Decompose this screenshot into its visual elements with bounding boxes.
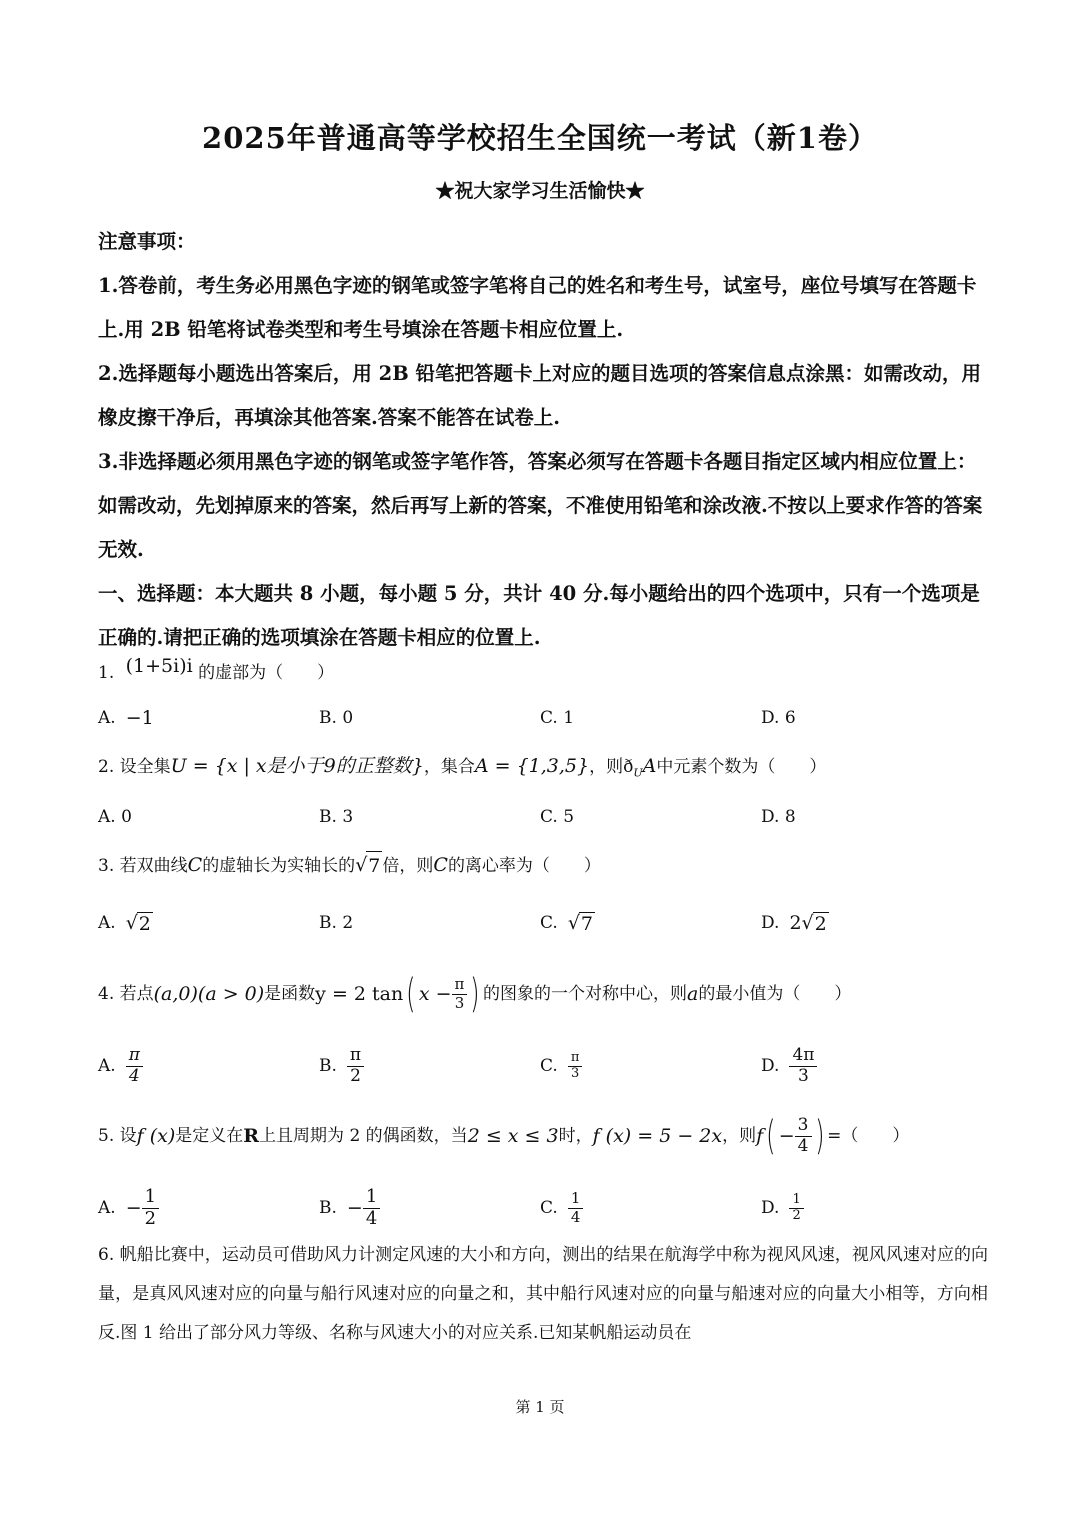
question-number: 2.	[98, 757, 115, 777]
notice-block	[98, 220, 988, 660]
option-a[interactable]: A. √ 2	[98, 911, 151, 935]
question-1	[98, 655, 988, 687]
set-u: U = {x | x是小于9的正整数}	[170, 755, 424, 777]
option-a[interactable]: A. − $\frac{1}{2}$	[98, 1182, 159, 1234]
option-b[interactable]: B. − $\frac{1}{4}$	[319, 1182, 380, 1234]
question-number: 6.	[98, 1245, 115, 1265]
question-1-options	[98, 696, 988, 740]
question-number: 4.	[98, 984, 115, 1004]
section-1-heading: 一、选择题：本大题共 8 小题，每小题 5 分，共计 40 分.每小题给出的四个选项中，只有一个选项是正确的.请把正确的选项填涂在答题卡相应的位置上.	[98, 582, 980, 649]
option-d[interactable]: D. $\frac{4\pi}{3}$	[761, 1040, 817, 1092]
question-3-options	[98, 901, 988, 945]
question-4: 4. 若点 (a,0)(a > 0) 是函数 y = 2 tan ( x − $\frac{\pi}{3}$ ) 的图象的一个对称中心，则 a 的最小值为（ ）	[98, 971, 852, 1017]
option-a[interactable]: A. −1	[98, 707, 154, 729]
option-b[interactable]: B. 2	[319, 913, 354, 933]
option-b[interactable]: B. 0	[319, 708, 354, 728]
option-c[interactable]: C. 5	[540, 807, 575, 827]
option-b[interactable]: B. $\frac{\pi}{2}$	[319, 1040, 364, 1092]
option-c[interactable]: C. 1	[540, 708, 575, 728]
question-5-options	[98, 1182, 988, 1234]
page-footer: 第 1 页	[515, 1398, 565, 1416]
option-a[interactable]: A. 0	[98, 807, 132, 827]
question-2-options	[98, 795, 988, 839]
option-c[interactable]: C. $\frac{1}{4}$	[540, 1182, 583, 1234]
question-4-options	[98, 1040, 988, 1092]
question-6	[98, 1236, 988, 1353]
option-d[interactable]: D. $\frac{1}{2}$	[761, 1182, 804, 1234]
complement-symbol: ð	[623, 757, 634, 777]
option-c[interactable]: C. $\frac{\pi}{3}$	[540, 1040, 582, 1092]
option-d[interactable]: D. 6	[761, 708, 796, 728]
question-text: 的虚部为（ ）	[198, 663, 335, 683]
question-text: 设全集	[119, 757, 171, 777]
option-a[interactable]: A. $\frac{\pi}{4}$	[98, 1040, 143, 1092]
set-a: A = {1,3,5}	[474, 755, 590, 777]
exam-subtitle: ★祝大家学习生活愉快★	[435, 180, 645, 202]
notice-item-1: 1.答卷前，考生务必用黑色字迹的钢笔或签字笔将自己的姓名和考生号，试室号，座位号填写在答题卡上.用 2B 铅笔将试卷类型和考生号填涂在答题卡相应位置上.	[98, 274, 977, 341]
option-c[interactable]: C. √ 7	[540, 911, 594, 935]
sqrt-expression: √ 7	[355, 851, 382, 880]
question-text: 帆船比赛中，运动员可借助风力计测定风速的大小和方向，测出的结果在航海学中称为视风风速，视风风速对应的向量，是真风风速对应的向量与船行风速对应的向量之和，其中船行风速对应的向量与船速对应的向量大小相等，方向相反.图 1 给出了部分风力等级、名称与风速大小的对应关系.已知某帆船运动员在	[98, 1245, 989, 1343]
notice-item-3: 3.非选择题必须用黑色字迹的钢笔或签字笔作答，答案必须写在答题卡各题目指定区域内相应位置上：如需改动，先划掉原来的答案，然后再写上新的答案，不准使用铅笔和涂改液.不按以上要求作答的答案无效.	[98, 450, 983, 561]
option-d[interactable]: D. 2 √ 2	[761, 911, 827, 935]
option-d[interactable]: D. 8	[761, 807, 796, 827]
question-2: 2. 设全集U = {x | x是小于9的正整数}，集合A = {1,3,5}，则$ð_UA$中元素个数为（ ）	[98, 755, 827, 780]
question-5: 5. 设 f (x) 是定义在 R 上且周期为 2 的偶函数，当 2 ≤ x ≤ 3 时， f (x) = 5 − 2x ，则 f ( − $\frac{3}{4}$ ) =（ ）	[98, 1113, 910, 1159]
question-expression: (1+5i)i	[125, 655, 193, 677]
question-number: 3.	[98, 856, 115, 876]
exam-title: 2025年普通高等学校招生全国统一考试（新1卷）	[202, 121, 878, 155]
question-3: 3. 若双曲线C的虚轴长为实轴长的√ 7 倍，则C的离心率为（ ）	[98, 851, 988, 880]
question-number: 1.	[98, 663, 115, 683]
notice-heading: 注意事项：	[98, 230, 196, 253]
notice-item-2: 2.选择题每小题选出答案后，用 2B 铅笔把答题卡上对应的题目选项的答案信息点涂黑：如需改动，用橡皮擦干净后，再填涂其他答案.答案不能答在试卷上.	[98, 362, 981, 429]
option-b[interactable]: B. 3	[319, 807, 354, 827]
question-number: 5.	[98, 1126, 115, 1146]
